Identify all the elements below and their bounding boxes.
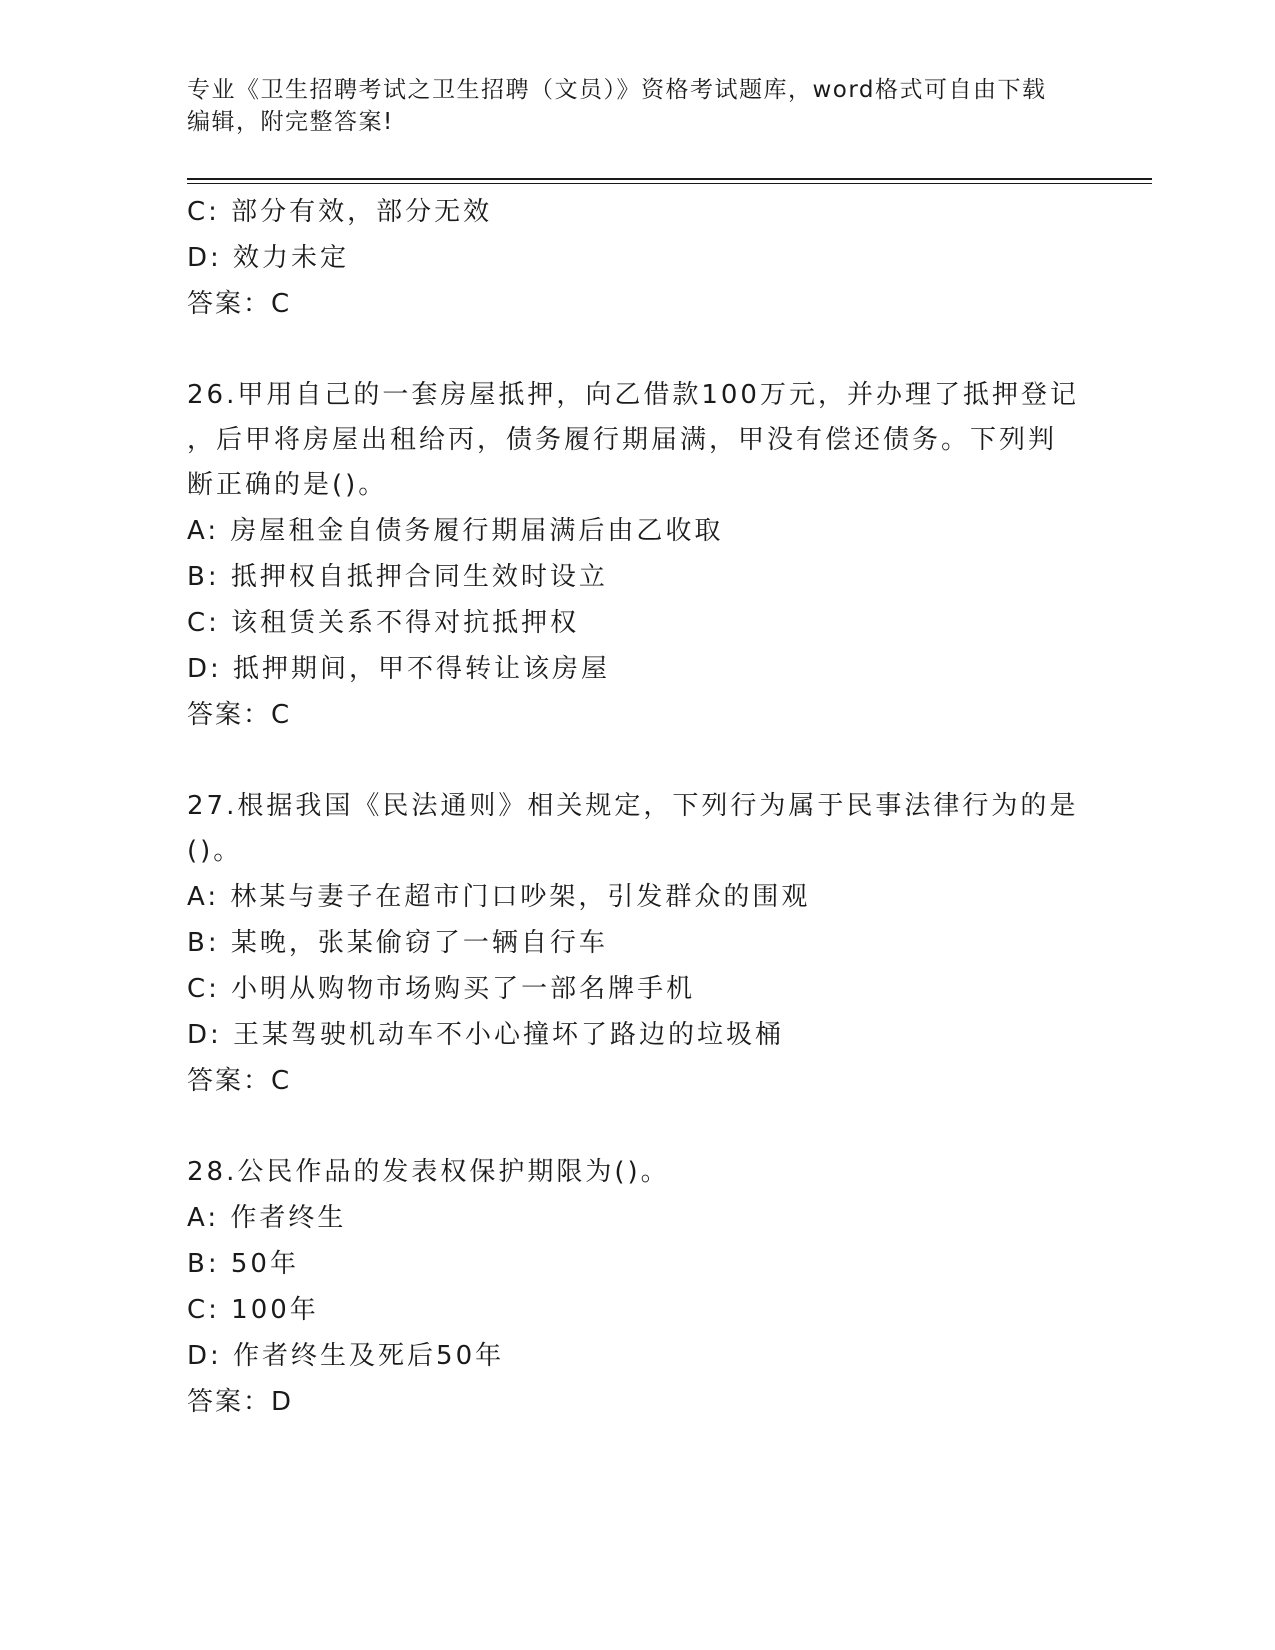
stem-line: 26.甲用自己的一套房屋抵押，向乙借款100万元，并办理了抵押登记: [187, 380, 1079, 410]
option-b: B: 某晚，张某偷窃了一辆自行车: [187, 928, 608, 958]
question-content: [187, 189, 1087, 1425]
header-rule-thin: [187, 183, 1152, 184]
option-d: D: 作者终生及死后50年: [187, 1341, 505, 1371]
question-stem: [187, 373, 1087, 508]
stem-line: 断正确的是()。: [187, 470, 388, 500]
answer-line: 答案：D: [187, 1387, 294, 1417]
answer-line: 答案：C: [187, 289, 292, 319]
option-c: C: 100年: [187, 1295, 319, 1325]
option-b: B: 50年: [187, 1249, 299, 1279]
previous-question-tail: [187, 189, 1087, 327]
option-a: A: 作者终生: [187, 1203, 347, 1233]
option-d: D: 王某驾驶机动车不小心撞坏了路边的垃圾桶: [187, 1020, 785, 1050]
option-c: C: 该租赁关系不得对抗抵押权: [187, 608, 580, 638]
option-a: A: 房屋租金自债务履行期届满后由乙收取: [187, 516, 724, 546]
option-c: C: 部分有效，部分无效: [187, 197, 493, 227]
question-26: [187, 373, 1087, 738]
option-d: D: 抵押期间，甲不得转让该房屋: [187, 654, 611, 684]
stem-line: 27.根据我国《民法通则》相关规定，下列行为属于民事法律行为的是: [187, 791, 1079, 821]
option-d: D: 效力未定: [187, 243, 350, 273]
answer-line: 答案：C: [187, 1066, 292, 1096]
header-line-2: 编辑，附完整答案!: [187, 109, 394, 135]
option-c: C: 小明从购物市场购买了一部名牌手机: [187, 974, 696, 1004]
question-stem: [187, 784, 1087, 874]
question-28: [187, 1150, 1087, 1425]
document-header: [187, 74, 1067, 138]
header-line-1: 专业《卫生招聘考试之卫生招聘（文员）》资格考试题库，word格式可自由下载: [187, 77, 1047, 103]
question-27: [187, 784, 1087, 1104]
stem-line: ()。: [187, 836, 243, 866]
stem-line: 28.公民作品的发表权保护期限为()。: [187, 1157, 670, 1187]
question-stem: [187, 1150, 1087, 1195]
option-b: B: 抵押权自抵押合同生效时设立: [187, 562, 608, 592]
answer-line: 答案：C: [187, 700, 292, 730]
stem-line: ，后甲将房屋出租给丙，债务履行期届满，甲没有偿还债务。下列判: [187, 425, 1058, 455]
option-a: A: 林某与妻子在超市门口吵架，引发群众的围观: [187, 882, 811, 912]
header-rule-thick: [187, 178, 1152, 180]
